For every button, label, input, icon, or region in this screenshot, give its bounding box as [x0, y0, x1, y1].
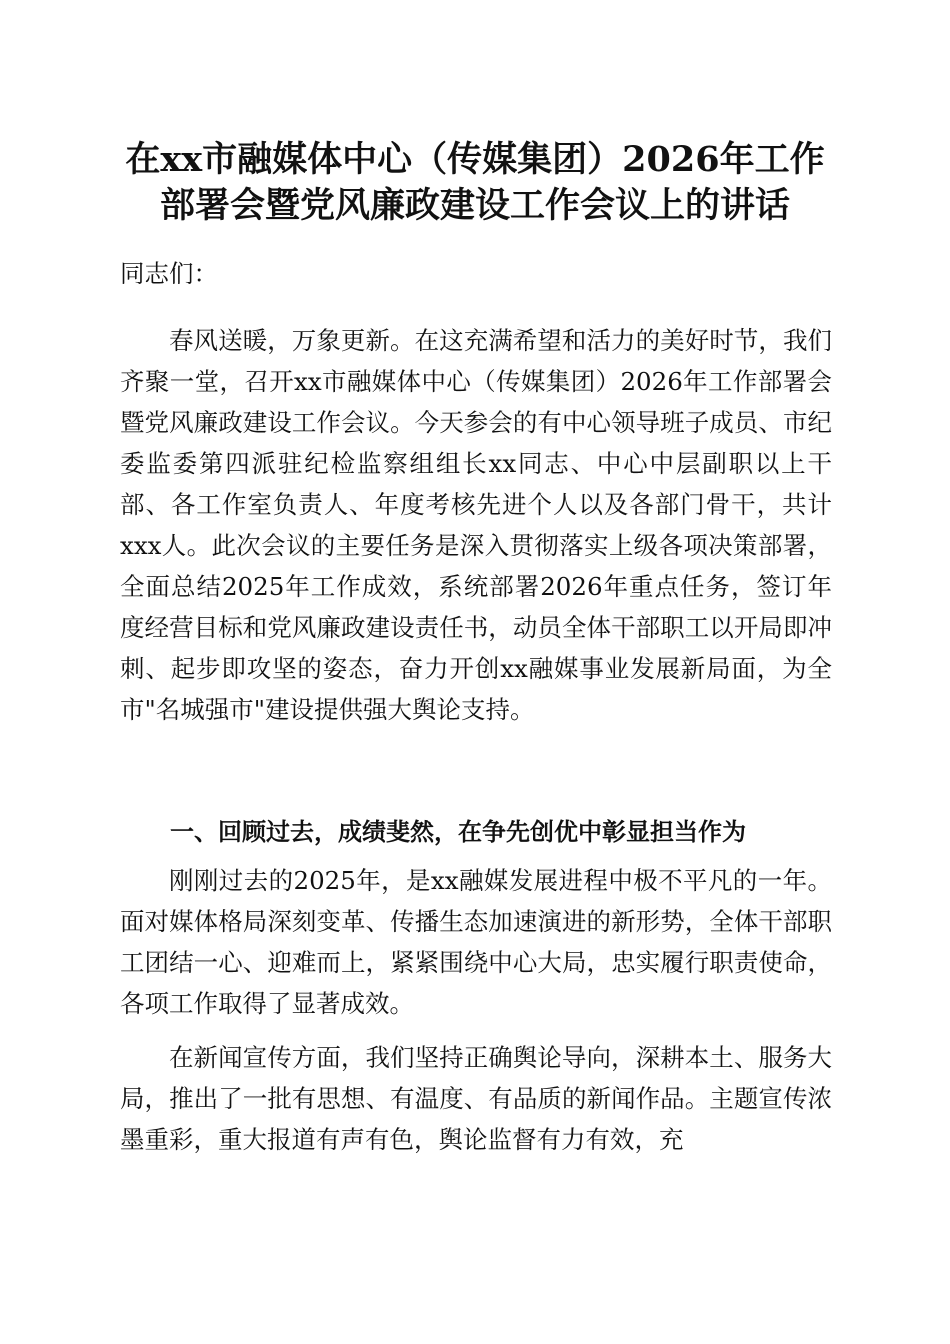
paragraph-text: 春风送暖，万象更新。在这充满希望和活力的美好时节，我们齐聚一堂，召开xx市融媒体中心（传媒集团）2026年工作部署会暨党风廉政建设工作会议。今天参会的有中心领导班子成员、市纪委监委第四派驻纪检监察组组长xx同志、中心中层副职以上干部、各工作室负责人、年度考核先进个人以及各部门骨干，共计xxx人。此次会议的主要任务是深入贯彻落实上级各项决策部署，全面总结2025年工作成效，系统部署2026年重点任务，签订年度经营目标和党风廉政建设责任书，动员全体干部职工以开局即冲刺、起步即攻坚的姿态，奋力开创xx融媒事业发展新局面，为全市"名城强市"建设提供强大舆论支持。: [120, 326, 832, 724]
document-title-line-2: 部署会暨党风廉政建设工作会议上的讲话: [159, 185, 790, 226]
body-paragraph-2: [120, 860, 832, 1024]
document-title-line-1: 在xx市融媒体中心（传媒集团）2026年工作: [125, 139, 825, 180]
paragraph-text: 刚刚过去的2025年，是xx融媒发展进程中极不平凡的一年。面对媒体格局深刻变革、传播生态加速演进的新形势，全体干部职工团结一心、迎难而上，紧紧围绕中心大局，忠实履行职责使命，各项工作取得了显著成效。: [120, 866, 832, 1018]
paragraph-text: 在新闻宣传方面，我们坚持正确舆论导向，深耕本土、服务大局，推出了一批有思想、有温度、有品质的新闻作品。主题宣传浓墨重彩，重大报道有声有色，舆论监督有力有效，充: [120, 1043, 832, 1154]
salutation: 同志们：: [120, 259, 218, 288]
body-paragraph-1: [120, 320, 832, 730]
section-heading-1: 一、回顾过去，成绩斐然，在争先创优中彰显担当作为: [170, 818, 746, 846]
body-paragraph-3: [120, 1037, 832, 1160]
